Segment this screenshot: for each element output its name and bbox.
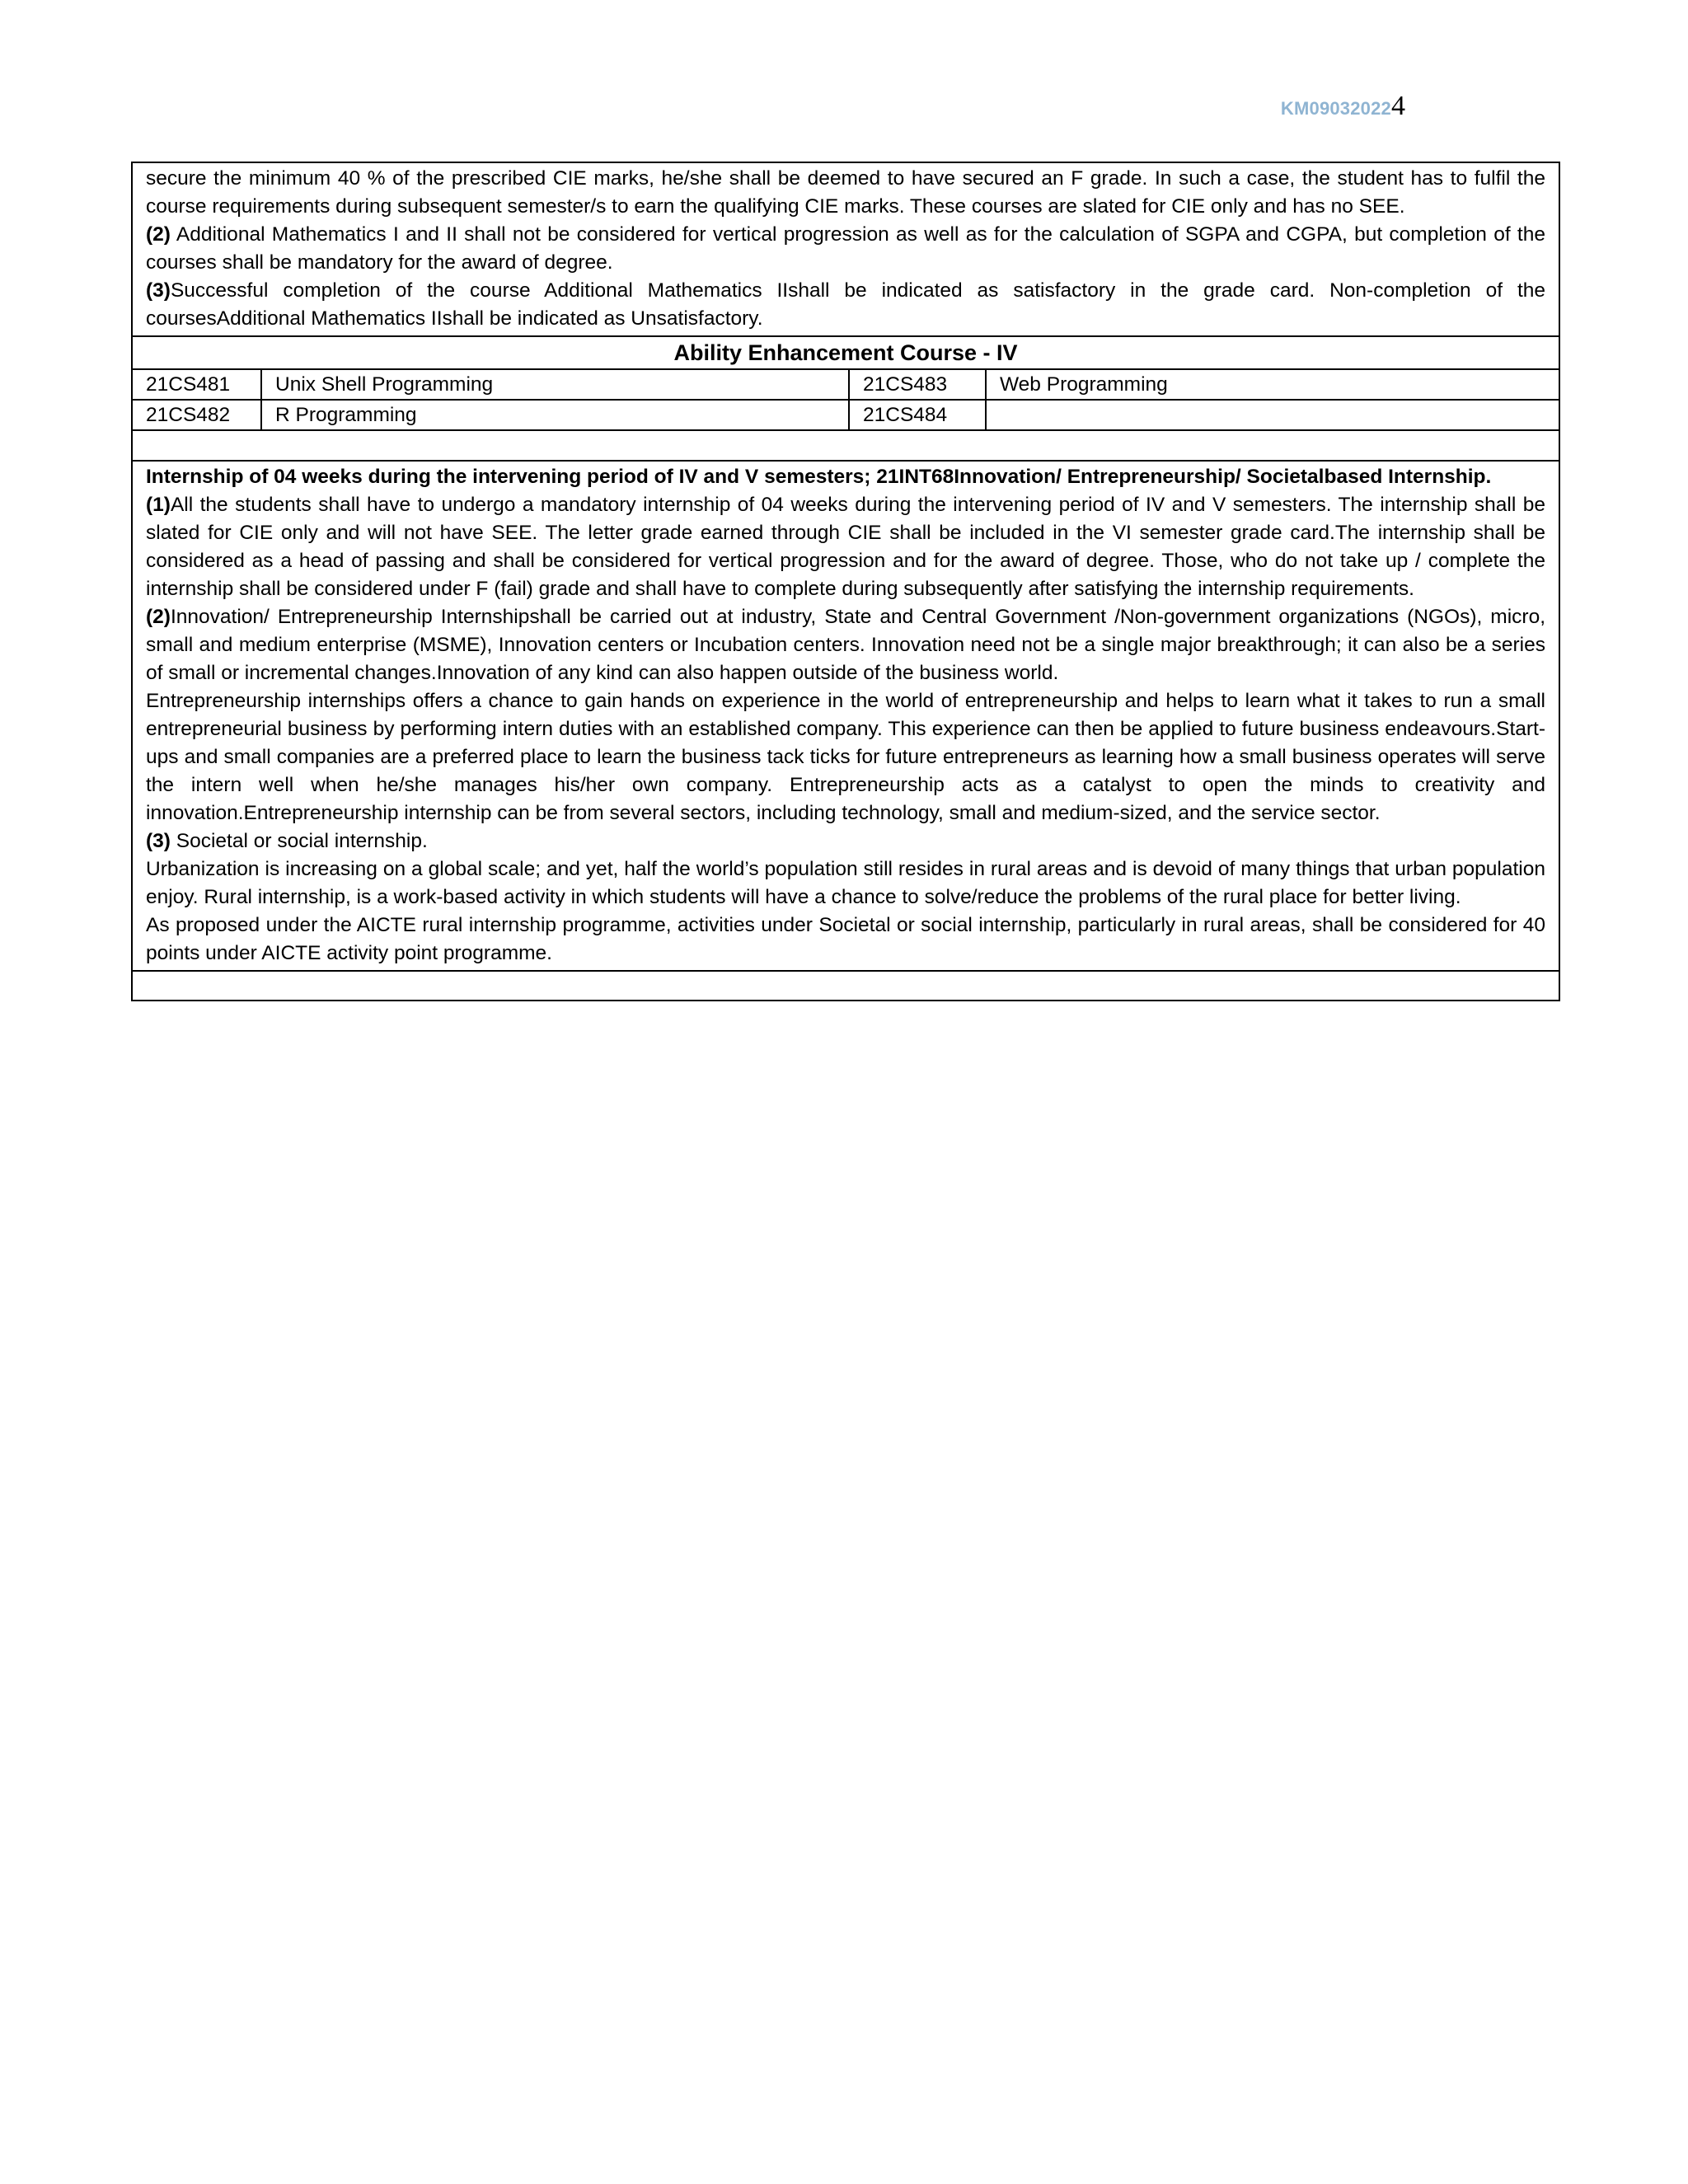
internship-paragraph-2: (2)Innovation/ Entrepreneurship Internshipshall be carried out at industry, State and Central Government /Non-government organizations (NGOs), micro, small and medium enterprise (MSME), Innovation centers or Incubation centers. Innovation need not be a single major breakthrough; it can also be a series of small or incremental changes.Innovation of any kind can also happen outside of the business world. bbox=[146, 606, 1545, 684]
internship-paragraph-3: Entrepreneurship internships offers a chance to gain hands on experience in the world of entrepreneurship and helps to learn what it takes to run a small entrepreneurial business by performing intern duties with an established company. This experience can then be applied to future business endeavours.Start-ups and small companies are a preferred place to learn the business tack ticks for future entrepreneurs as learning how a small business operates will serve the intern well when he/she manages his/her own company. Entrepreneurship acts as a catalyst to open the minds to creativity and innovation.Entrepreneurship internship can be from several sectors, including technology, small and medium-sized, and the service sector. bbox=[146, 690, 1545, 824]
note-marker-2: (2) bbox=[146, 223, 171, 246]
course-code: 21CS481 bbox=[133, 369, 261, 400]
internship-heading: Internship of 04 weeks during the intervening period of IV and V semesters; 21INT68Innovation/ Entrepreneurship/ Societalbased Internship. bbox=[146, 466, 1492, 488]
internship-marker-1: (1) bbox=[146, 494, 171, 516]
internship-paragraph-4: (3) Societal or social internship. bbox=[146, 830, 428, 852]
content-table bbox=[131, 162, 1560, 1001]
internship-section bbox=[133, 460, 1559, 970]
aec-course-table bbox=[133, 368, 1559, 429]
internship-paragraph-1: (1)All the students shall have to undergo a mandatory internship of 04 weeks during the intervening period of IV and V semesters. The internship shall be slated for CIE only and will not have SEE. The letter grade earned through CIE shall be included in the VI semester grade card.The internship shall be considered as a head of passing and shall be considered for vertical progression and for the award of degree. Those, who do not take up / complete the internship shall be considered under F (fail) grade and shall have to complete during subsequently after satisfying the internship requirements. bbox=[146, 494, 1545, 600]
note-paragraph-3: (3)Successful completion of the course Additional Mathematics IIshall be indicated as satisfactory in the grade card. Non-completion of the coursesAdditional Mathematics IIshall be indicated as Unsatisfactory. bbox=[146, 279, 1545, 330]
empty-table-row bbox=[133, 429, 1559, 460]
internship-marker-2: (2) bbox=[146, 606, 171, 628]
empty-table-row bbox=[133, 970, 1559, 1000]
note-marker-3: (3) bbox=[146, 279, 171, 302]
additional-mathematics-notes bbox=[133, 163, 1559, 335]
internship-marker-3: (3) bbox=[146, 830, 171, 852]
course-code: 21CS484 bbox=[849, 400, 986, 429]
table-row bbox=[133, 400, 1559, 429]
course-name bbox=[986, 400, 1559, 429]
aec-section-title: Ability Enhancement Course - IV bbox=[133, 335, 1559, 368]
note-paragraph-2: (2) Additional Mathematics I and II shall not be considered for vertical progression as well as for the calculation of SGPA and CGPA, but completion of the courses shall be mandatory for the award of degree. bbox=[146, 223, 1545, 274]
page-number: 4 bbox=[1391, 91, 1405, 121]
internship-paragraph-6: As proposed under the AICTE rural internship programme, activities under Societal or social internship, particularly in rural areas, shall be considered for 40 points under AICTE activity point programme. bbox=[146, 914, 1545, 964]
course-name: Unix Shell Programming bbox=[261, 369, 849, 400]
note-paragraph-1: secure the minimum 40 % of the prescribed CIE marks, he/she shall be deemed to have secured an F grade. In such a case, the student has to fulfil the course requirements during subsequent semester/s to earn the qualifying CIE marks. These courses are slated for CIE only and has no SEE. bbox=[146, 167, 1545, 218]
course-name: R Programming bbox=[261, 400, 849, 429]
table-row bbox=[133, 369, 1559, 400]
document-code: KM09032022 bbox=[1280, 98, 1391, 119]
course-code: 21CS482 bbox=[133, 400, 261, 429]
course-name: Web Programming bbox=[986, 369, 1559, 400]
internship-paragraph-5: Urbanization is increasing on a global scale; and yet, half the world’s population still resides in rural areas and is devoid of many things that urban population enjoy. Rural internship, is a work-based activity in which students will have a chance to solve/reduce the problems of the rural place for better living. bbox=[146, 858, 1545, 908]
course-code: 21CS483 bbox=[849, 369, 986, 400]
page-header bbox=[1281, 91, 1405, 122]
